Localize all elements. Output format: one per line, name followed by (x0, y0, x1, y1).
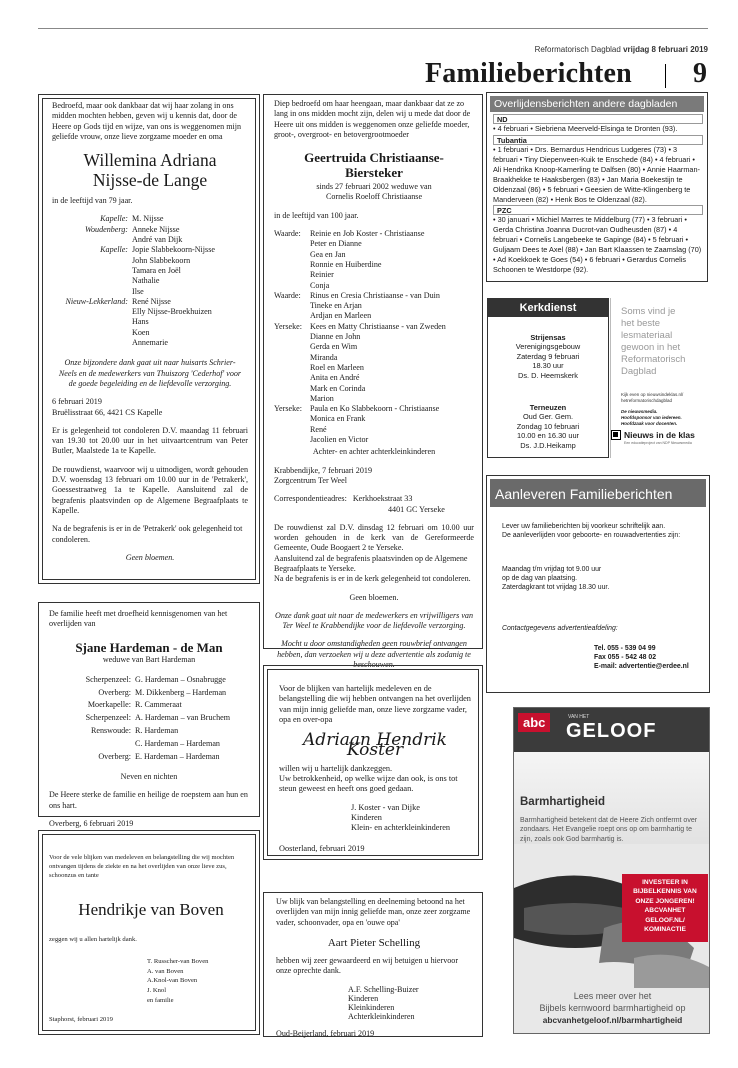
service-line: Strijensas (530, 333, 566, 342)
service-line: Oud Ger. Gem. (522, 412, 574, 422)
ad-url[interactable]: Kijk even op nieuwsindeklas.nl/ hetreformatorischdagblad (621, 392, 684, 403)
service-line: Ds. J.D.Heikamp (520, 440, 576, 450)
invest-line: ONZE JONGEREN! (635, 897, 695, 905)
family-place (274, 311, 306, 321)
family-member: Roel en Marleen (310, 362, 364, 372)
age-text: in de leeftijd van 79 jaar. (52, 196, 133, 206)
church-service-title: Kerkdienst (488, 299, 608, 317)
date-text: 6 februari 2019 (52, 397, 102, 407)
family-member: E. Hardeman – Hardeman (135, 751, 220, 761)
pzc-label: PZC (493, 205, 703, 215)
other-papers-body (493, 114, 703, 275)
family-place: Overberg: (98, 687, 131, 697)
abc-url[interactable]: abcvanhetgeloof.nl/barmhartigheid (542, 1015, 683, 1025)
contact-heading: Contactgegevens advertentieafdeling: (502, 624, 618, 632)
deceased-name: Sjane Hardeman - de Man (75, 639, 223, 655)
aanleveren-title: Aanleveren Familieberichten (490, 479, 706, 507)
deceased-name-line1: Willemina Adriana (83, 150, 217, 171)
note-text: Mocht u door omstandigheden geen rouwbrief ontvangen hebben, dan verzoeken wij u deze advertentie als zodanig te beschouwen. (277, 639, 471, 670)
intro-text: Uw blijk van belangstelling en deelneming betoond na het overlijden van mijn innig geliefde man, onze zeer zorgzame vader, schoonvader, opa en 'ouwe opa' (276, 897, 471, 927)
family-member: Anneke Nijsse (132, 224, 180, 234)
family-member: Paula en Ko Slabbekoorn - Christiaanse (310, 404, 440, 414)
slogan-line: lesmateriaal (621, 330, 673, 341)
family-member: Conja (310, 280, 330, 290)
claim-line: De nieuwsmedia. (621, 409, 658, 414)
invest-text (622, 878, 708, 934)
family-member: Reinier (310, 270, 334, 280)
family-place (52, 287, 128, 297)
correspondence-label: Correspondentieadres: (274, 494, 347, 504)
family-place (274, 363, 306, 373)
aanleveren-p5: Zaterdagkrant tot vrijdag 18.30 uur. (502, 583, 610, 591)
service-text: De rouwdienst, waarvoor wij u uitnodigen, wordt gehouden D.V. woensdag 13 februari om 10.00 uur in de 'Petrakerk', Goessestraatweg 1a te Kapelle. Aansluitend zal de begrafenis plaatsvinden op de Algemene Begraafplaats te Kapelle. (52, 464, 248, 515)
section-header (425, 58, 712, 92)
church-service-box (487, 298, 609, 458)
aanleveren-p1: Lever uw familieberichten bij voorkeur schriftelijk aan. (502, 523, 666, 530)
family-member: Kleinkinderen (348, 1002, 395, 1012)
service-line: Zondag 10 februari (516, 421, 580, 431)
intro-text: Bedroefd, maar ook dankbaar dat wij haar zolang in ons midden mochten hebben, geven wij u kennis dat, door de Heere op Gods tijd en wijze, van ons is weggenomen mijn geliefde vrouw, onze lieve zorgzame moeder en oma (52, 101, 242, 141)
deceased-name-line2: Nijsse-de Lange (92, 170, 208, 191)
thanks-text: Onze bijzondere dank gaat uit naar huisarts Schrier-Neels en de medewerkers van Thuiszorg 'Cederhof' voor de goede begeleiding en de liefdevolle verzorging. (58, 358, 242, 388)
correspondence-city: 4401 GC Yerseke (388, 504, 445, 514)
family-member: Achterkleinkinderen (348, 1011, 415, 1021)
family-member: J. Knol (147, 987, 167, 995)
invest-line: KOMINACTIE (644, 926, 686, 934)
nd-text: • 4 februari • Siebriena Meerveld-Elsinga te Dronten (93). (493, 124, 678, 133)
folio-line (535, 45, 708, 54)
after-text: Na de begrafenis is er in de kerk gelegenheid tot condoleren. (274, 574, 471, 584)
family-member: M. Nijsse (132, 214, 164, 224)
family-member: Ronnie en Huiberdine (310, 259, 382, 269)
family-place (274, 250, 306, 260)
family-member: T. Russcher-van Boven (147, 958, 209, 965)
family-member: C. Hardeman – Hardeman (135, 738, 220, 748)
home-text: Zorgcentrum Ter Weel (274, 475, 347, 485)
notice-willemina-body (52, 101, 248, 563)
family-member: Kinderen (348, 993, 379, 1003)
family-place: Waarde: (274, 229, 301, 239)
notice-hendrikje (38, 830, 260, 1035)
family-place (52, 307, 128, 317)
family-place (274, 373, 306, 383)
deceased-name: Aart Pieter Schelling (327, 936, 421, 949)
family-member: A. van Boven (147, 967, 184, 975)
family-member: M. Dikkenberg – Hardeman (135, 687, 227, 697)
widow-line2: Cornelis Roeloff Christiaanse (325, 192, 423, 202)
support-text: Uw betrokkenheid, op welke wijze dan ook, is ons tot steun geweest en heeft ons goed gedaan. (279, 774, 458, 794)
family-member: Kinderen (351, 812, 382, 822)
pzc-text: • 30 januari • Michiel Marres te Middelburg (77) • 3 februari • Gerda Christina Joanna Ducrot-van Oudheusden (87) • 4 februari • Cornelis Langebeeke te Gapinge (84) • 5 februari • Guljaam Dees te Axel (88) • Jan Bart Klaassen te Zaamslag (70) • Ad Koekkoek te Goes (54) • 6 februari • Gerardus Cornelis Schoonen te Westdorpe (92). (493, 215, 702, 274)
family-member: Kees en Matty Christiaanse - van Zweden (310, 321, 446, 331)
family-place (274, 301, 306, 311)
abc-more-1: Lees meer over het (573, 991, 652, 1001)
family-member: Miranda (310, 352, 338, 362)
issue-date: vrijdag 8 februari 2019 (623, 45, 708, 54)
claim-line: Hoofdsponsor van iedereen. (621, 415, 682, 420)
slogan-line: het beste (621, 318, 661, 329)
family-member: A. Hardeman – van Bruchem (135, 713, 231, 723)
family-place (274, 332, 306, 342)
condolence-text: Er is gelegenheid tot condoleren D.V. maandag 11 februari van 19.30 tot 20.00 uur in het uitvaartcentrum van Peter Butler, Maalstede 1a te Kapelle. (52, 425, 248, 456)
widow-line1: sinds 27 februari 2002 weduwe van (316, 182, 432, 192)
family-place (274, 394, 306, 404)
place-date: Overberg, 6 februari 2019 (49, 818, 134, 828)
slogan-line: Reformatorisch (621, 354, 686, 365)
abc-heading: Barmhartigheid (520, 796, 605, 808)
family-member: R. Hardeman (135, 726, 179, 736)
notice-geertruida (263, 94, 483, 670)
family-member: Elly Nijsse-Broekhuizen (132, 307, 212, 317)
family-member: Marion (310, 393, 334, 403)
family-member: Klein- en achterkleinkinderen (351, 823, 451, 833)
aanleveren-body (502, 523, 702, 671)
thanks-text: willen wij u hartelijk dankzeggen. (279, 763, 393, 773)
flowers-text: Geen bloemen. (125, 552, 175, 562)
nieuws-in-de-klas-ad (610, 298, 710, 458)
intro-text: Voor de vele blijken van medeleven en belangstelling die wij mochten ontvangen tijdens de ziekte en na het overlijden van onze lieve zus, schoonzus en tante (49, 854, 235, 879)
top-rule (38, 28, 708, 29)
intro-text: De familie heeft met droefheid kennisgenomen van het overlijden van (49, 609, 228, 629)
place-date: Oosterland, februari 2019 (279, 843, 365, 853)
family-place (274, 342, 306, 352)
family-list (279, 803, 471, 834)
other-papers-title: Overlijdensberichten andere dagbladen (490, 96, 704, 112)
family-member: Peter en Dianne (310, 239, 362, 249)
notice-koster-body (279, 684, 471, 854)
family-member: A.Knol-van Boven (147, 977, 198, 985)
correspondence-street: Kerkhoekstraat 33 (352, 494, 413, 504)
family-place: Yerseke: (274, 321, 302, 331)
service-line: 18.30 uur (532, 361, 564, 371)
family-member: René (310, 424, 327, 434)
family-member: Mark en Corinda (310, 383, 366, 393)
service-text: De rouwdienst zal D.V. dinsdag 12 februari om 10.00 uur worden gehouden in de kerk van de Gereformeerde Gemeente, Oude Boogaert 2 te Yerseke. (274, 522, 474, 553)
after-text: Na de begrafenis is er in de 'Petrakerk' ook gelegenheid tot condoleren. (52, 524, 243, 544)
family-place (52, 235, 128, 245)
family-member: Monica en Frank (310, 414, 366, 424)
family-member: Dianne en John (310, 332, 361, 342)
slogan-line: gewoon in het (621, 342, 681, 353)
abc-logo-sub: VAN HET (568, 714, 590, 720)
family-member: Hans (132, 317, 149, 327)
invest-line: GELOOF.NL/ (645, 916, 685, 924)
notice-sjane (38, 602, 260, 828)
abc-body: Barmhartigheid betekent dat de Heere Zich ontfermt over zondaars. Het Evangelie roept ons op om barmhartig te zijn, zoals ook God barmhartig is. (520, 817, 698, 843)
slogan-line: Dagblad (621, 366, 657, 377)
notice-koster (263, 665, 483, 860)
flowers-text: Geen bloemen. (349, 592, 399, 602)
place-date: Krabbendijke, 7 februari 2019 (274, 465, 372, 475)
address-text: Bruëlisstraat 66, 4421 CS Kapelle (52, 407, 163, 417)
aanleveren-p4: op de dag van plaatsing. (502, 575, 578, 583)
family-place: Scherpenzeel: (85, 674, 131, 684)
slogan-line: Soms vind je (621, 306, 676, 317)
family-place (274, 353, 306, 363)
family-place (52, 328, 128, 338)
deceased-name-line2: Biersteker (345, 165, 403, 181)
deceased-name: Adriaan Hendrik Koster (303, 730, 447, 761)
aanleveren-p3: Maandag t/m vrijdag tot 9.00 uur (502, 566, 602, 574)
church-service-2 (488, 403, 608, 450)
family-member: Gerda en Wim (310, 342, 358, 352)
contact-email[interactable]: E-mail: advertentie@erdee.nl (594, 662, 689, 670)
invest-line: BIJBELKENNIS VAN (633, 888, 697, 896)
family-member: Reinie en Job Koster - Christiaanse (310, 229, 425, 239)
family-member: Koen (132, 327, 150, 337)
family-place (274, 260, 306, 270)
family-place (274, 239, 306, 249)
family-place (274, 425, 306, 435)
family-place: Moerkapelle: (87, 700, 131, 710)
grandchildren-text: Achter- en achter achterkleinkinderen (312, 447, 436, 457)
service-line: Verenigingsgebouw (515, 342, 581, 352)
abc-more-2: Bijbels kernwoord barmhartigheid op (539, 1003, 686, 1013)
tubantia-label: Tubantia (493, 135, 703, 145)
family-member: René Nijsse (132, 296, 171, 306)
church-service-1 (488, 333, 608, 380)
family-place: Nieuw-Lekkerland: (65, 296, 128, 306)
service-line: Ds. D. Heemskerk (518, 370, 578, 380)
contact-phone: Tel. 055 - 539 04 99 (594, 645, 656, 653)
faith-text: De Heere sterke de familie en heilige de roepstem aan hun en ons hart. (49, 790, 248, 810)
nd-label: ND (493, 114, 703, 124)
paper-name: Reformatorisch Dagblad (534, 45, 621, 54)
intro-text: Diep bedroefd om haar heengaan, maar dankbaar dat ze zo lang in ons midden mocht zijn, delen wij u mede dat door de Heere uit ons midden is weggenomen onze geliefde moeder, groot-, overgroot- en betovergrootmoeder (274, 99, 471, 139)
ad-claims (621, 409, 682, 427)
thanks-text: zeggen wij u allen hartelijk dank. (49, 936, 137, 943)
family-place (274, 414, 306, 424)
family-member: Ilse (132, 286, 144, 296)
place-date: Oud-Beijerland, februari 2019 (276, 1028, 375, 1038)
family-place: Overberg: (98, 751, 131, 761)
abc-geloof-ad (513, 707, 710, 1034)
family-list (276, 985, 472, 1021)
place-date: Staphorst, februari 2019 (49, 1016, 113, 1023)
family-member: Gea en Jan (310, 249, 346, 259)
ad-brand-sub: Een educatieproject van NDP Nieuwsmedia (624, 441, 692, 445)
ad-brand: Nieuws in de klas (624, 430, 695, 440)
page-number: 9 (693, 58, 708, 89)
deceased-name-line1: Geertruida Christiaanse- (304, 150, 444, 166)
widow-text: weduwe van Bart Hardeman (102, 654, 196, 664)
family-place: Kapelle: (100, 214, 128, 224)
header-divider (665, 64, 666, 88)
notice-sjane-body (49, 609, 249, 829)
family-place (52, 317, 128, 327)
family-member: Ardjan en Marleen (310, 311, 372, 321)
family-place (49, 739, 131, 749)
family-member: G. Hardeman – Osnabrugge (135, 674, 226, 684)
family-member: Nathalie (132, 276, 160, 286)
intro-text: Voor de blijken van hartelijk medeleven en de belangstelling die wij hebben ontvangen na het overlijden van mijn innig geliefde man, onze lieve zorgzame vader, opa en over-opa (279, 684, 471, 724)
family-place: Kapelle: (100, 245, 128, 255)
burial-text: Aansluitend zal de begrafenis plaatsvinden op de Algemene Begraafplaats te Yerseke. (274, 553, 468, 573)
notice-geertruida-body (274, 99, 474, 678)
section-title: Familieberichten (425, 58, 632, 89)
notice-willemina (38, 94, 260, 584)
family-list (49, 675, 249, 762)
family-place: Renswoude: (90, 726, 131, 736)
family-member: Tineke en Arjan (310, 301, 362, 311)
family-member: Anita en André (310, 373, 360, 383)
tubantia-text: • 1 februari • Drs. Bernardus Hendricus Ludgeres (73) • 3 februari • Tiny Diepenveen-Kuik te Enschede (84) • 4 februari • Ali Hendrika Knoop-Kamerling te Dalfsen (80) • Annie Haarman-Braakhekke te Haaksbergen (83) • Jan Maria Boekestijn te Oldenzaal (86) • 5 februari • Geesien de Witte-Klingenberg te Manderveen (82) • Henk Bos te Oldenzaal (82). (493, 145, 700, 204)
family-member: André van Dijk (132, 235, 183, 245)
service-line: Zaterdag 9 februari (516, 351, 580, 361)
aanleveren-box (486, 475, 710, 693)
nephews-text: Neven en nichten (120, 771, 178, 781)
invest-line: INVESTEER IN (642, 879, 688, 886)
family-member: John Slabbekoorn (132, 255, 191, 265)
family-member: Jacolien en Victor (310, 435, 369, 445)
deceased-name: Hendrikje van Boven (78, 900, 224, 919)
service-line: Terneuzen (529, 403, 567, 412)
family-place: Scherpenzeel: (85, 713, 131, 723)
family-member: Tamara en Joël (132, 265, 181, 275)
thanks-text: hebben wij zeer gewaardeerd en wij betuigen u hiervoor onze oprechte dank. (276, 956, 459, 976)
aanleveren-p2: De aanleverlijden voor geboorte- en rouwadvertenties zijn: (502, 531, 681, 539)
family-member: Jopie Slabbekoorn-Nijsse (132, 245, 215, 255)
family-place (274, 435, 306, 445)
family-place: Yerseke: (274, 404, 302, 414)
other-papers-box (486, 92, 708, 282)
service-line: 10.00 en 16.30 uur (516, 431, 580, 441)
thanks-text: Onze dank gaat uit naar de medewerkers en vrijwilligers van Ter Weel te Krabbendijke voor de liefdevolle verzorging. (274, 610, 474, 631)
family-member: Annemarie (132, 338, 168, 348)
family-member: A.F. Schelling-Buizer (348, 984, 419, 994)
family-place (52, 256, 128, 266)
age-text: in de leeftijd van 100 jaar. (274, 210, 359, 220)
ad-slogan (621, 306, 685, 378)
family-list (147, 957, 208, 1006)
claim-line: Hoofdzaak voor docenten. (621, 421, 678, 426)
family-place (274, 384, 306, 394)
family-place: Woudenberg: (84, 224, 128, 234)
contact-fax: Fax 055 - 542 48 02 (594, 653, 657, 661)
correspondence (274, 494, 474, 504)
family-member: Rinus en Cresia Christiaanse - van Duin (310, 290, 440, 300)
family-list (52, 214, 248, 348)
notice-schelling (263, 892, 483, 1037)
nik-logo-icon (611, 430, 621, 440)
family-place (274, 281, 306, 291)
family-place (52, 338, 128, 348)
abc-logo: abc (518, 713, 550, 732)
family-place (274, 270, 306, 280)
notice-schelling-body (276, 897, 472, 1039)
family-member: en familie (147, 996, 174, 1004)
abc-logo-word: GELOOF (566, 720, 657, 742)
family-member: J. Koster - van Dijke (351, 802, 420, 812)
family-place (52, 276, 128, 286)
family-place (52, 266, 128, 276)
family-place: Waarde: (274, 290, 301, 300)
family-list (274, 229, 474, 445)
family-member: R. Cammeraat (135, 700, 182, 710)
invest-line: ABCVANHET (644, 907, 686, 915)
